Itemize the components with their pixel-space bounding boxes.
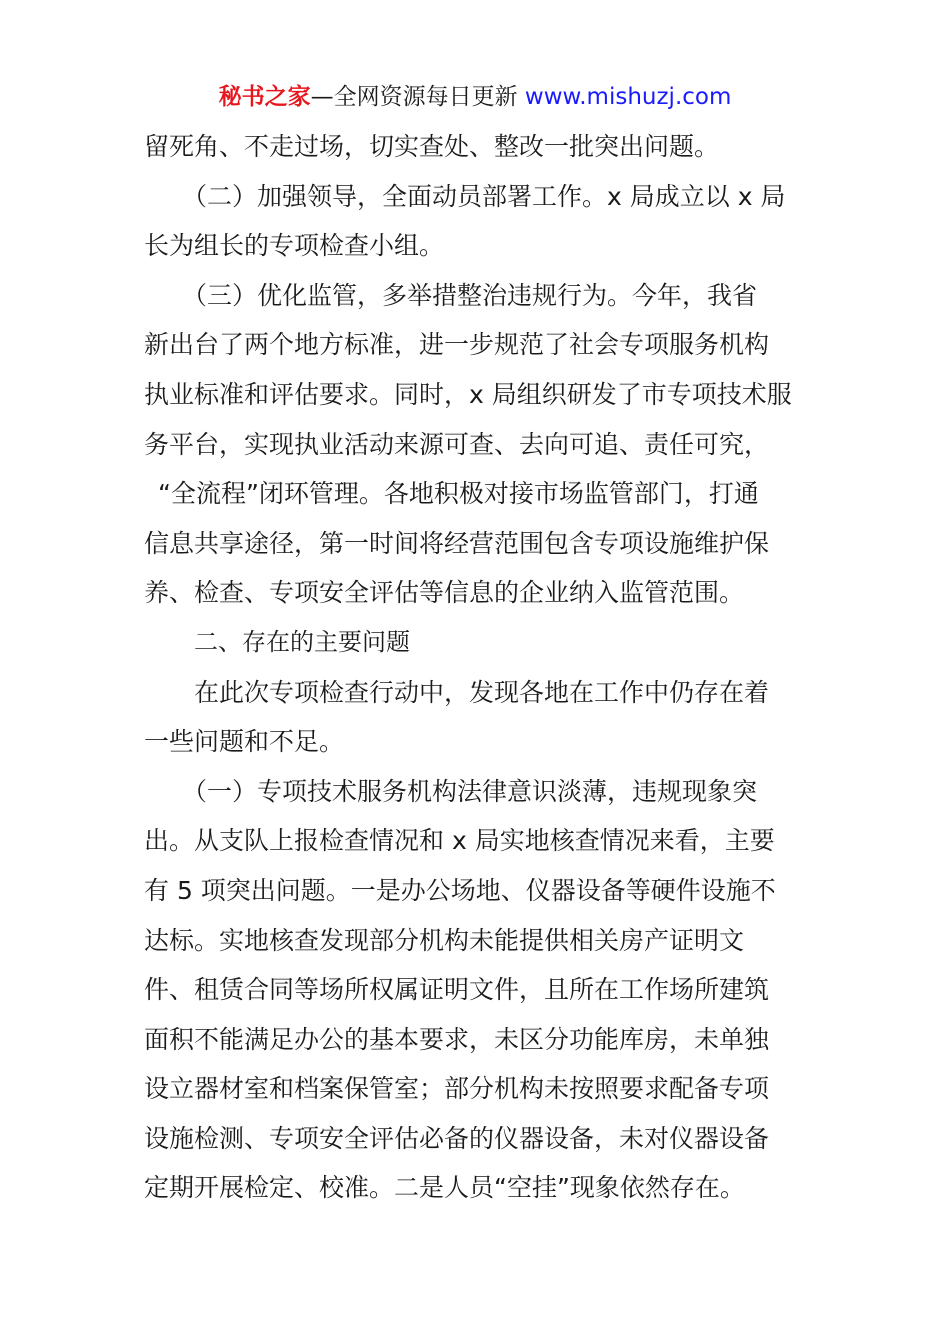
text-line: “全流程”闭环管理。各地积极对接市场监管部门，打通 [158, 479, 759, 509]
text-line: 达标。实地核查发现部分机构未能提供相关房产证明文 [144, 925, 745, 955]
text-line: （二）加强领导，全面动员部署工作。x 局成立以 x 局 [182, 181, 786, 211]
paragraph-intro-problems [144, 668, 812, 767]
paragraph-supervision [144, 271, 812, 618]
paragraph-leadership [144, 172, 812, 271]
text-line: 件、租赁合同等场所权属证明文件，且所在工作场所建筑 [144, 975, 770, 1005]
text-line: 设立器材室和档案保管室；部分机构未按照要求配备专项 [144, 1074, 770, 1104]
text-line: 一些问题和不足。 [144, 727, 345, 757]
text-line: 务平台，实现执业活动来源可查、去向可追、责任可究， [144, 429, 770, 459]
text-line: 新出台了两个地方标准，进一步规范了社会专项服务机构 [144, 330, 770, 360]
site-url[interactable]: www.mishuzj.com [524, 84, 732, 110]
page-header [0, 80, 950, 114]
text-line: 执业标准和评估要求。同时，x 局组织研发了市专项技术服 [144, 379, 792, 409]
text-line: （一）专项技术服务机构法律意识淡薄，违规现象突 [182, 776, 758, 806]
text-line: 长为组长的专项检查小组。 [144, 231, 445, 261]
text-line: 出。从支队上报检查情况和 x 局实地核查情况来看，主要 [144, 826, 775, 856]
section-heading-problems [144, 618, 812, 668]
document-body [144, 122, 812, 1213]
paragraph-problem-one [144, 767, 812, 1213]
text-line: 信息共享途径，第一时间将经营范围包含专项设施维护保 [144, 528, 770, 558]
text-line: 有 5 项突出问题。一是办公场地、仪器设备等硬件设施不 [144, 875, 776, 905]
text-line: （三）优化监管，多举措整治违规行为。今年，我省 [182, 280, 758, 310]
text-line: 在此次专项检查行动中，发现各地在工作中仍存在着 [194, 677, 770, 707]
text-line: 定期开展检定、校准。二是人员“空挂”现象依然存在。 [144, 1173, 745, 1203]
text-line: 设施检测、专项安全评估必备的仪器设备，未对仪器设备 [144, 1123, 770, 1153]
header-tagline: —全网资源每日更新 [310, 84, 525, 110]
text-line: 留死角、不走过场，切实查处、整改一批突出问题。 [144, 132, 720, 161]
paragraph-continuation [144, 122, 812, 172]
section-heading: 二、存在的主要问题 [194, 627, 410, 656]
text-line: 养、检查、专项安全评估等信息的企业纳入监管范围。 [144, 578, 745, 608]
brand-name: 秘书之家 [218, 84, 311, 110]
text-line: 面积不能满足办公的基本要求，未区分功能库房，未单独 [144, 1024, 770, 1054]
